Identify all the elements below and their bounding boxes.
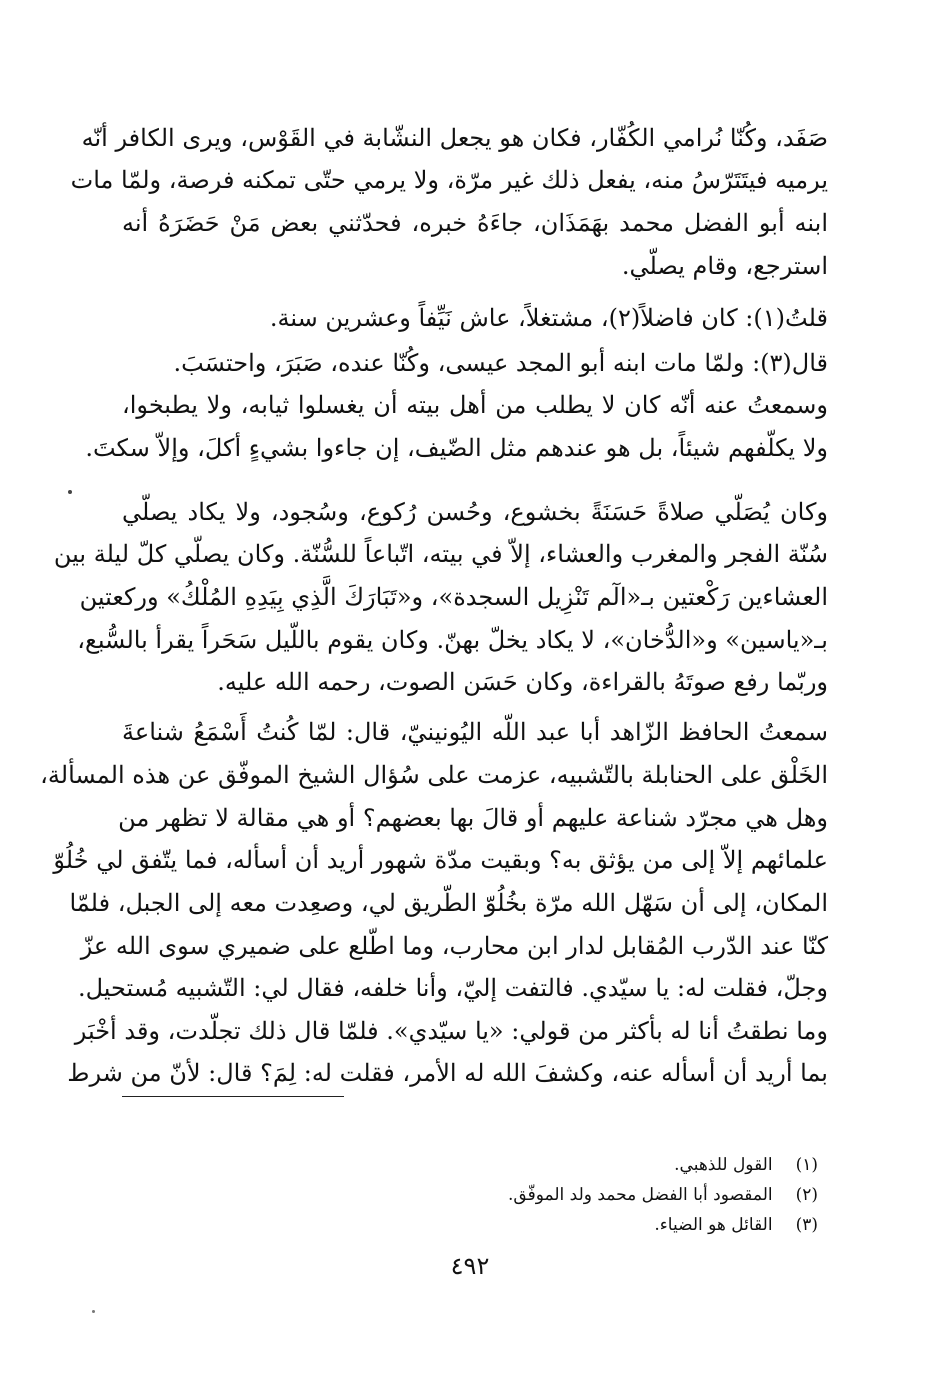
text-line: وهل هي مجرّد شناعة عليهم أو قالَ بها بعضهم؟ أو هي مقالة لا تظهر من: [118, 804, 828, 832]
footnote-separator: [122, 1096, 344, 1097]
text-line: ولا يكلّفهم شيئاً، بل هو عندهم مثل الضّيف، إن جاءوا بشيءٍ أكلَ، وإلاّ سكتَ.: [85, 434, 828, 462]
text-line: قلتُ(١): كان فاضلاً(٢)، مشتغلاً، عاش نَيِّفاً وعشرين سنة.: [269, 304, 828, 332]
footnote-number: (١): [795, 1155, 818, 1175]
text-line: استرجع، وقام يصلّي.: [621, 252, 828, 280]
text-line: سُنّة الفجر والمغرب والعشاء، إلاّ في بيته، اتّباعاً للسُّنّة. وكان يصلّي كلّ ليلة بين: [53, 540, 828, 568]
text-line: قال(٣): ولمّا مات ابنه أبو المجد عيسى، وكُنّا عنده، صَبَرَ، واحتسَبَ.: [173, 349, 828, 377]
text-line: وربّما رفع صوتَهُ بالقراءة، وكان حَسَن الصوت، رحمه الله عليه.: [217, 668, 828, 696]
text-line: العشاءين رَكْعتين بـ«الٓم تَنْزِيل السجدة»، و«تَبَارَكَ الَّذِي بِيَدِهِ المُلْكُ» وركعتين: [79, 583, 828, 611]
text-line: ابنه أبو الفضل محمد بهَمَذَان، جاءَهُ خبره، فحدّثني بعض مَنْ حَضَرَهُ أنه: [122, 209, 828, 237]
text-line: بما أريد أن أسأله عنه، وكشفَ الله له الأمر، فقلت له: لِمَ؟ قال: لأنّ من شرط: [67, 1059, 828, 1087]
scan-speck: [68, 490, 72, 494]
text-line: سمعتُ الحافظ الزّاهد أبا عبد اللّه اليُونينيّ، قال: لمّا كُنتُ أَسْمَعُ شناعةَ: [122, 718, 828, 746]
text-line: بـ«ياسين» و«الدُّخان»، لا يكاد يخلّ بهنّ. وكان يقوم باللّيل سَحَراً يقرأ بالسُّبع،: [77, 626, 828, 654]
text-line: يرميه فيتَتَرّسُ منه، يفعل ذلك غير مرّة، ولا يرمي حتّى تمكنه فرصة، ولمّا مات: [70, 166, 828, 194]
footnote: [258, 1212, 818, 1238]
footnote-number: (٢): [795, 1185, 818, 1205]
text-line: الخَلْق على الحنابلة بالتّشبيه، عزمت على سُؤال الشيخ الموفّق عن هذه المسألة،: [40, 761, 828, 789]
footnote: [258, 1182, 818, 1208]
footnote: [258, 1152, 818, 1178]
text-line: وما نطقتُ أنا له بأكثر من قولي: «يا سيّدي». فلمّا قال ذلك تجلّدت، وقد أخْبَر: [74, 1017, 828, 1045]
text-line: كنّا عند الدّرب المُقابل لدار ابن محارب، وما اطّلع على ضميري سوى الله عزّ: [80, 932, 828, 960]
footnote-text: القول للذهبي.: [674, 1155, 773, 1175]
text-line: وسمعتُ عنه أنّه كان لا يطلب من أهل بيته أن يغسلوا ثيابه، ولا يطبخوا،: [122, 391, 828, 419]
footnote-text: القائل هو الضياء.: [654, 1215, 773, 1235]
footnote-text: المقصود أبا الفضل محمد ولد الموفّق.: [508, 1185, 773, 1205]
footnote-number: (٣): [795, 1215, 818, 1235]
scan-speck: [92, 1310, 95, 1313]
text-line: صَفَد، وكُنّا نُرامي الكُفّار، فكان هو يجعل النشّابة في القَوْس، ويرى الكافر أنّه: [81, 124, 828, 152]
text-line: وجلّ، فقلت له: يا سيّدي. فالتفت إليّ، وأنا خلفه، فقال لي: التّشبيه مُستحيل.: [78, 974, 828, 1002]
text-line: المكان، إلى أن سَهّل الله مرّة بخُلُوّ الطّريق لي، وصعِدت معه إلى الجبل، فلمّا: [69, 889, 828, 917]
text-line: علمائهم إلاّ إلى من يؤثق به؟ وبقيت مدّة شهور أريد أن أسأله، فما يتّفق لي خُلُوّ: [53, 846, 828, 874]
page-number: ٤٩٢: [450, 1252, 490, 1280]
text-line: وكان يُصَلّي صلاةً حَسَنَةً بخشوع، وحُسن رُكوع، وسُجود، ولا يكاد يصلّي: [122, 498, 828, 526]
